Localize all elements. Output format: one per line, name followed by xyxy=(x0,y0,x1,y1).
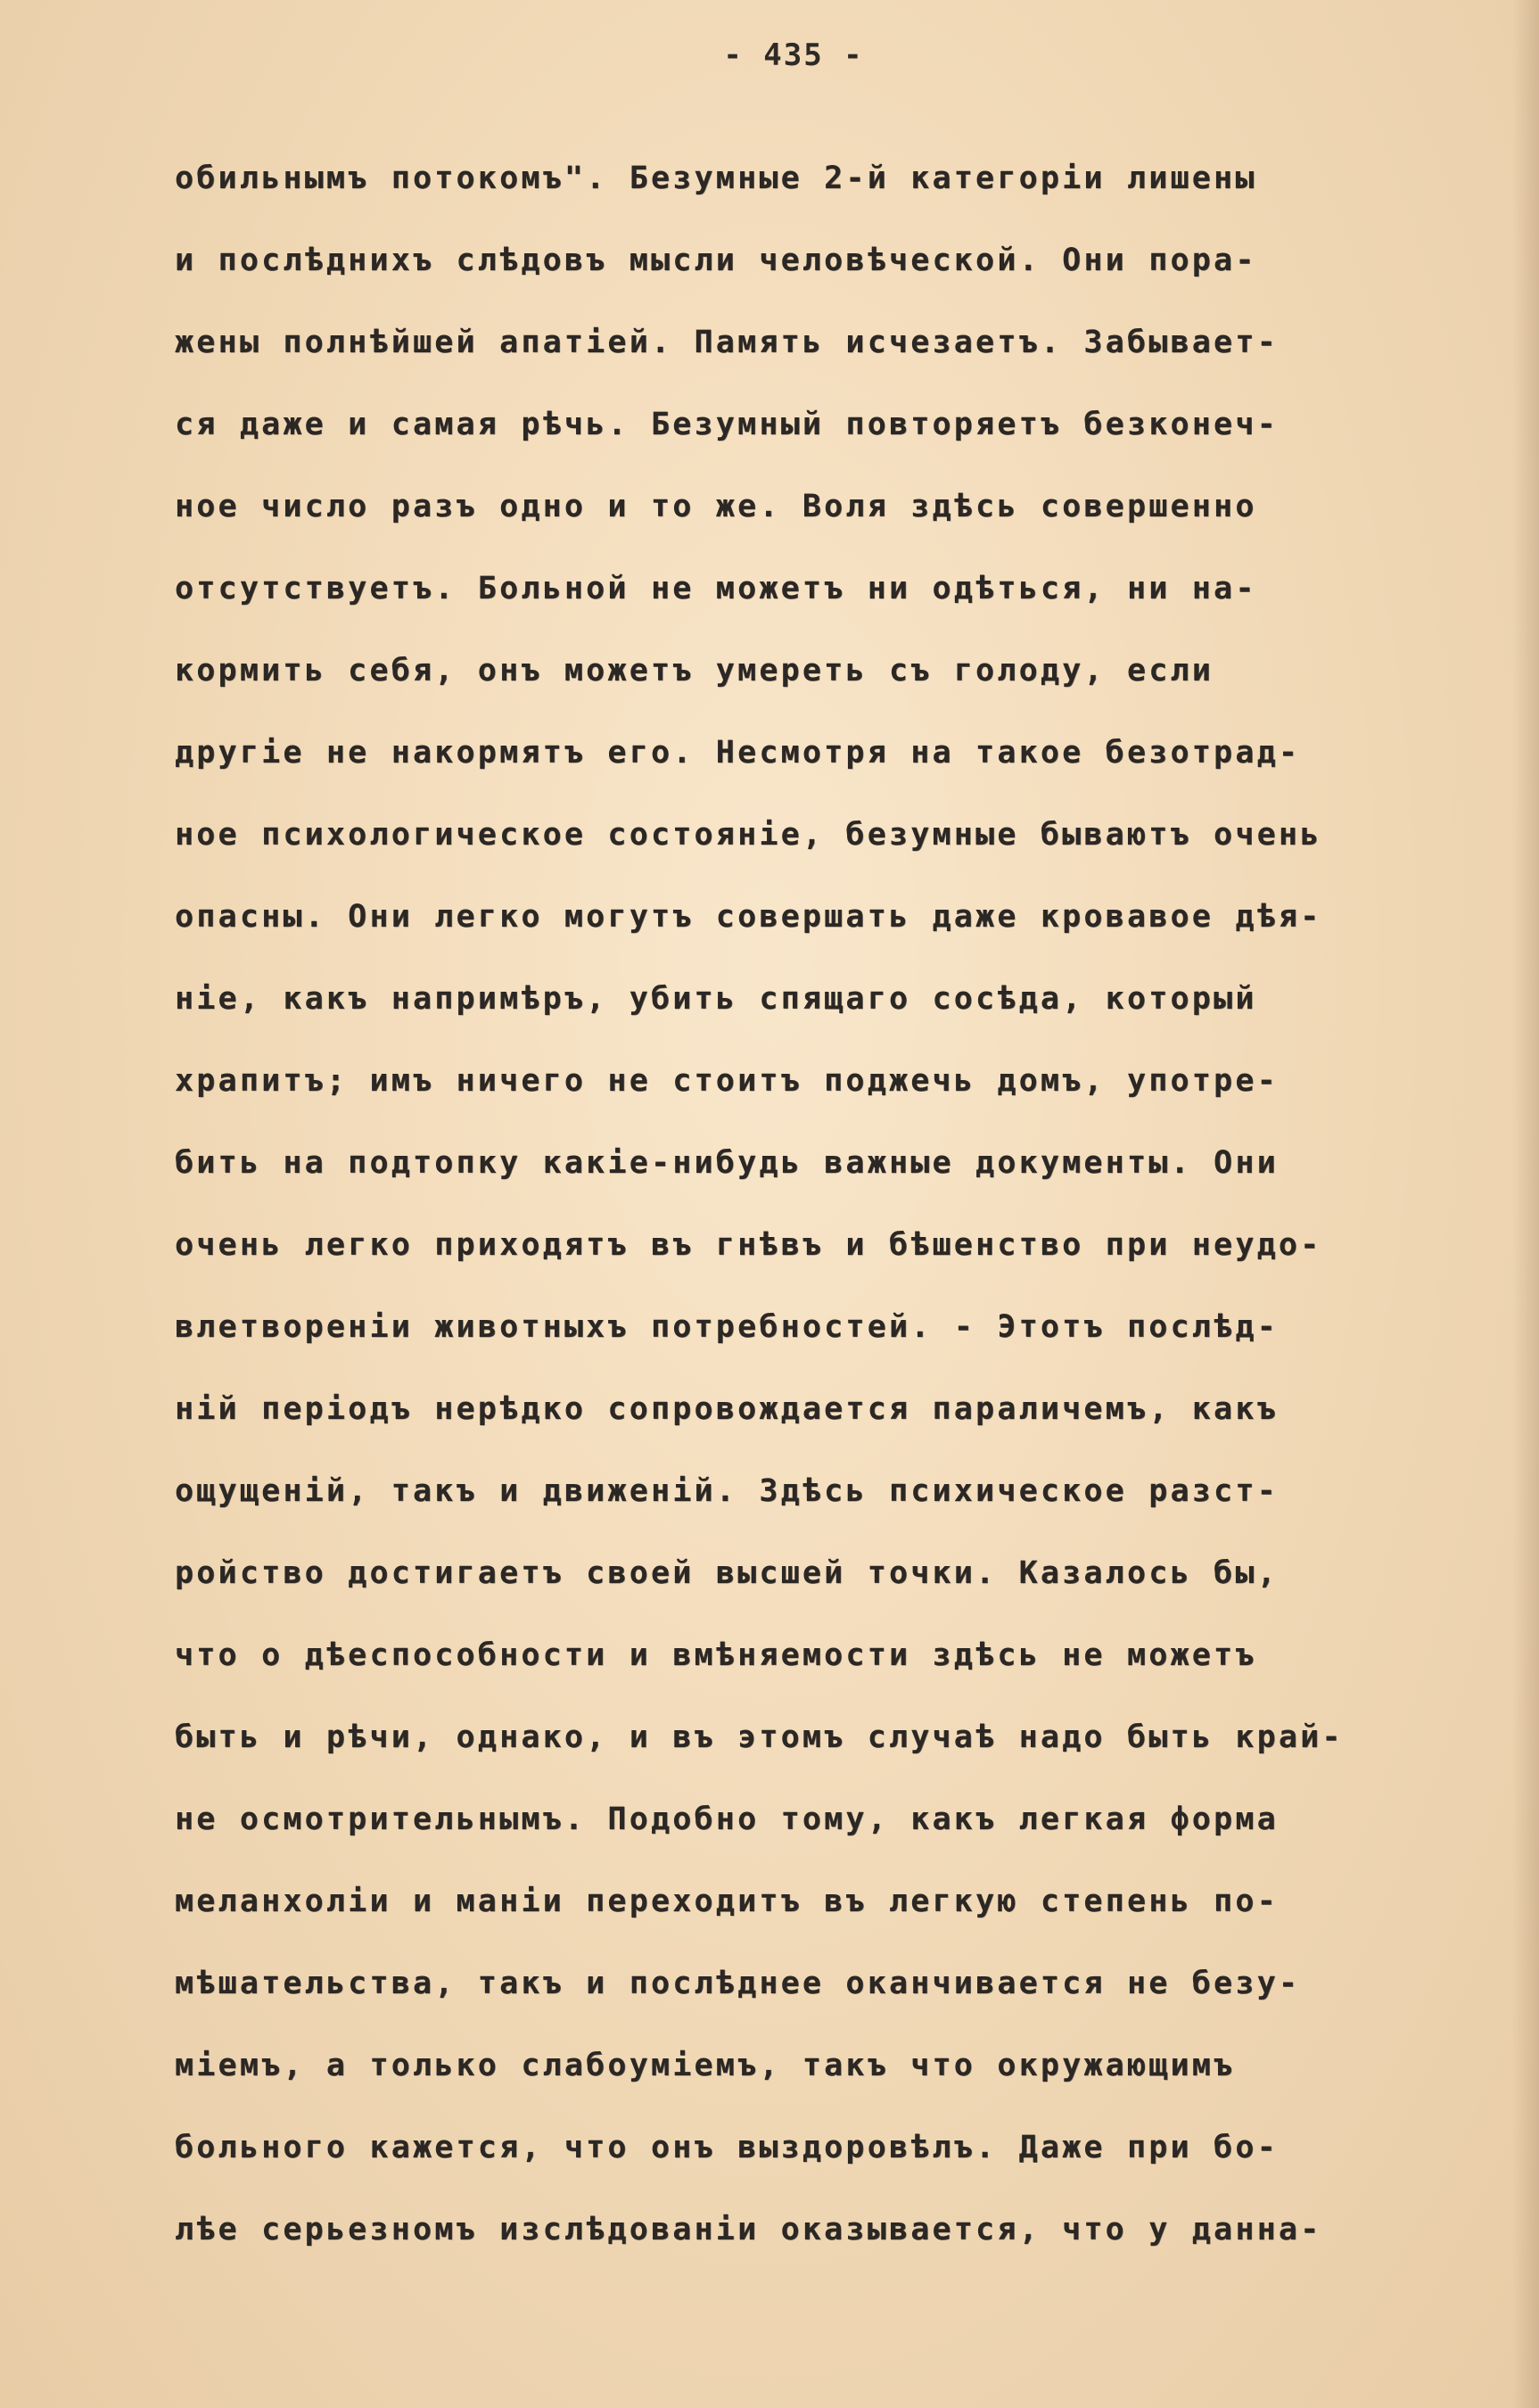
text-line: опасны. Они легко могутъ совершать даже кровавое дѣя- xyxy=(175,899,1322,935)
text-line: лѣе серьезномъ изслѣдованiи оказывается, что у данна- xyxy=(175,2212,1322,2247)
body-text xyxy=(175,155,1512,2288)
text-line: и послѣднихъ слѣдовъ мысли человѣческой. Они пора- xyxy=(175,243,1257,278)
text-line: нiе, какъ напримѣръ, убить спящаго сосѣда, который xyxy=(175,981,1257,1017)
text-line: храпитъ; имъ ничего не стоитъ поджечь домъ, употре- xyxy=(175,1063,1279,1099)
text-line: не осмотрительнымъ. Подобно тому, какъ легкая форма xyxy=(175,1802,1279,1837)
page-number: - 435 - xyxy=(723,37,864,73)
text-line: что о дѣеспособности и вмѣняемости здѣсь не можетъ xyxy=(175,1637,1257,1673)
text-line: ное число разъ одно и то же. Воля здѣсь совершенно xyxy=(175,489,1257,524)
text-line: влетворенiи животныхъ потребностей. - Этотъ послѣд- xyxy=(175,1309,1279,1345)
text-line: кормить себя, онъ можетъ умереть съ голоду, если xyxy=(175,653,1214,689)
text-line: больного кажется, что онъ выздоровѣлъ. Даже при бо- xyxy=(175,2130,1279,2165)
text-line: мiемъ, а только слабоумiемъ, такъ что окружающимъ xyxy=(175,2048,1236,2083)
text-line: обильнымъ потокомъ". Безумные 2-й категорiи лишены xyxy=(175,161,1257,196)
text-line: ройство достигаетъ своей высшей точки. Казалось бы, xyxy=(175,1555,1279,1591)
text-line: отсутствуетъ. Больной не можетъ ни одѣться, ни на- xyxy=(175,571,1257,606)
text-line: ное психологическое состоянiе, безумные бываютъ очень xyxy=(175,817,1322,853)
page-edge-shadow xyxy=(1512,0,1539,2408)
text-line: очень легко приходятъ въ гнѣвъ и бѣшенство при неудо- xyxy=(175,1227,1322,1263)
text-line: нiй перiодъ нерѣдко сопровождается параличемъ, какъ xyxy=(175,1391,1279,1427)
text-line: быть и рѣчи, однако, и въ этомъ случаѣ надо быть край- xyxy=(175,1719,1344,1755)
text-line: ся даже и самая рѣчь. Безумный повторяетъ безконеч- xyxy=(175,407,1279,442)
text-line: мѣшательства, такъ и послѣднее оканчивается не безу- xyxy=(175,1966,1301,2001)
text-line: меланхолiи и манiи переходитъ въ легкую степень по- xyxy=(175,1884,1279,1919)
text-line: ощущенiй, такъ и движенiй. Здѣсь психическое разст- xyxy=(175,1473,1279,1509)
text-line: бить на подтопку какiе-нибудь важные документы. Они xyxy=(175,1145,1279,1181)
text-line: жены полнѣйшей апатiей. Память исчезаетъ. Забывает- xyxy=(175,325,1279,360)
text-line: другiе не накормятъ его. Несмотря на такое безотрад- xyxy=(175,735,1301,771)
